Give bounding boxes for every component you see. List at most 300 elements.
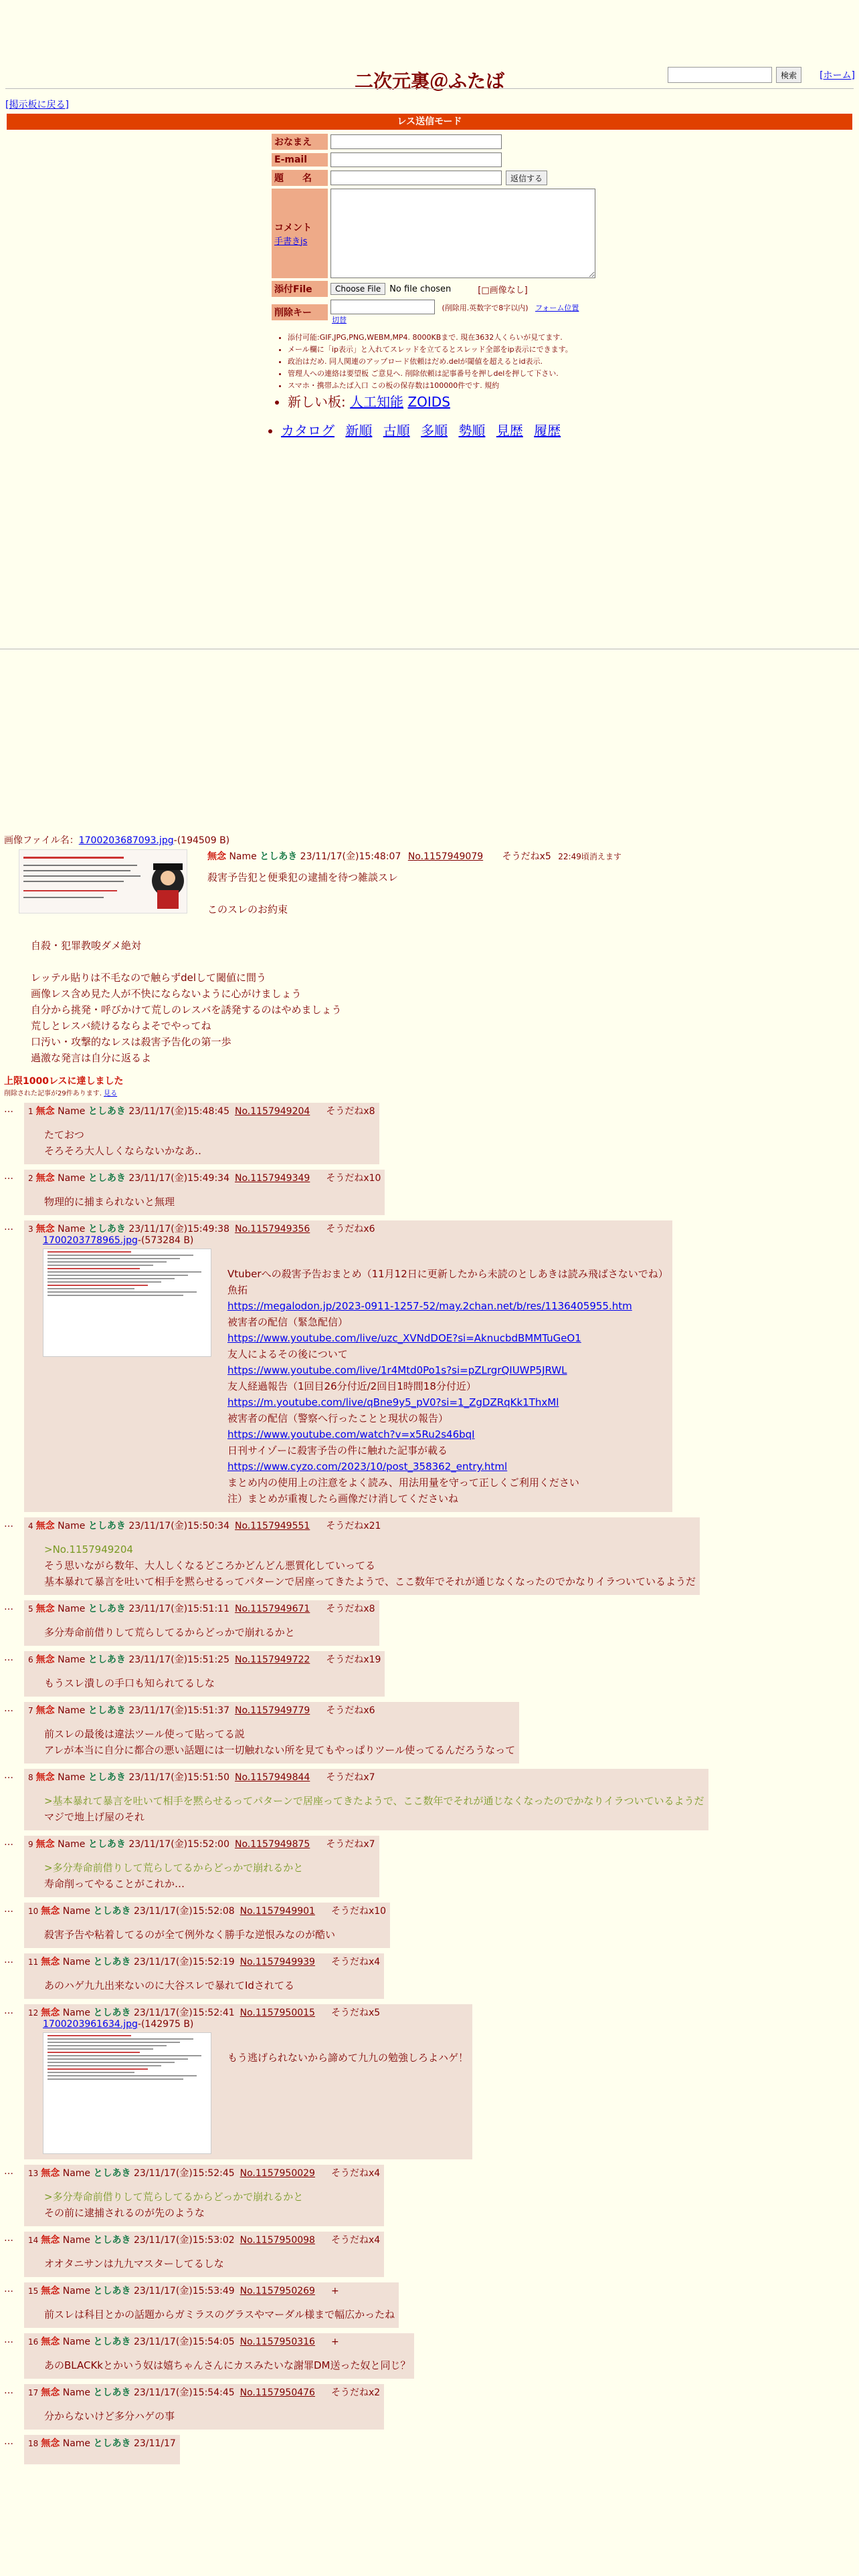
reply-marker: … [4, 1104, 13, 1115]
sodane-button[interactable]: そうだねx4 [330, 1957, 381, 1967]
reply-subject: 無念 [35, 1839, 55, 1850]
reply-body [44, 2408, 380, 2424]
note-item: • メール欄に「ip表示」と入れてスレッドを立てるとスレッド全部をip表示にできます。 [288, 344, 622, 356]
reply-number[interactable]: No.1157950098 [240, 2235, 315, 2246]
reply-post [24, 1769, 708, 1830]
choose-file-button[interactable]: Choose File [330, 283, 385, 295]
reply-body [44, 1927, 386, 1943]
op-body-line [31, 954, 855, 970]
new-board-item [288, 396, 622, 408]
reply-header [28, 1602, 375, 1615]
reply-content [28, 1246, 668, 1507]
no-image-checkbox[interactable]: [□画像なし] [478, 285, 528, 296]
op-body-line [31, 922, 855, 938]
reply-marker: … [4, 2233, 13, 2244]
reply-name-prefix: Name [62, 2008, 91, 2018]
reply-name-prefix: Name [58, 1521, 86, 1531]
thumbnail-text-line [47, 1291, 197, 1293]
reply-marker: … [4, 1837, 13, 1848]
reply-text-line: 友人によるその後について [227, 1348, 348, 1360]
delete-key-note: (削除用.英数字で8字以内) [442, 303, 529, 312]
sodane-button[interactable]: そうだねx7 [326, 1772, 375, 1783]
reply-name-prefix: Name [58, 1839, 86, 1850]
op-post [4, 849, 855, 918]
reply-date: 23/11/17(金)15:53:49 [133, 2286, 235, 2296]
reply-subject: 無念 [41, 2008, 60, 2018]
reply-post [24, 1600, 379, 1646]
thumbnail-text-line [47, 1268, 140, 1269]
reply-index: 6 [28, 1655, 33, 1665]
reply-name: としあき [88, 1224, 126, 1235]
reply-row [4, 1103, 855, 1164]
thumbnail-text-line [47, 1271, 201, 1273]
post-form [272, 134, 622, 453]
reply-post [24, 1953, 384, 1999]
thumbnail-text-line [47, 1251, 131, 1253]
reply-header [28, 1104, 375, 1117]
thumbnail-text-line [47, 2062, 175, 2063]
reply-body [44, 2357, 410, 2373]
reply-index: 4 [28, 1521, 33, 1531]
reply-name-prefix: Name [58, 1654, 86, 1665]
reply-quote: >基本暴れて暴言を吐いて相手を黙らせるってパターンで居座ってきたようで、ここ数年でそれが通じなくなったのでかなりイラついているようだ [44, 1795, 704, 1807]
note-item: • 政治はだめ. 同人関連のアップロード依頼はだめ.delが閾値を超えるとid表示. [288, 356, 622, 368]
thumbnail-text-line [47, 2048, 153, 2050]
reply-file-size: -(573284 B) [137, 1235, 194, 1246]
thumbnail-text-line [47, 1275, 188, 1276]
home-link[interactable]: [ホーム] [820, 70, 855, 81]
thumbnail-text-line [47, 2055, 201, 2056]
reply-subject: 無念 [41, 2168, 60, 2179]
reply-row [4, 1836, 855, 1897]
reply-body [44, 2256, 380, 2272]
reply-link[interactable]: https://www.youtube.com/watch?v=x5Ru2s46bqI [227, 1428, 475, 1440]
reply-text-line: そろそろ大人しくならないかなあ‥ [44, 1145, 202, 1157]
reply-body [44, 1127, 375, 1159]
reply-number[interactable]: No.1157950269 [240, 2286, 315, 2296]
reply-mode-bar: レス送信モード [7, 114, 852, 130]
reply-number[interactable]: No.1157950029 [240, 2168, 315, 2179]
reply-text-line: その前に逮捕されるのが先のような [44, 2207, 205, 2219]
reply-name-prefix: Name [58, 1173, 86, 1184]
reply-marker: … [4, 1519, 13, 1529]
reply-number[interactable]: No.1157949939 [240, 1957, 315, 1967]
reply-header [28, 1703, 515, 1717]
form-position-link[interactable]: フォーム位置 [535, 303, 579, 312]
reply-index: 13 [28, 2169, 39, 2178]
email-label: E-mail [272, 153, 328, 167]
reply-index: 8 [28, 1773, 33, 1782]
sodane-button[interactable]: そうだねx5 [330, 2008, 381, 2018]
divider [5, 88, 854, 89]
reply-subject: 無念 [41, 2337, 60, 2347]
reply-name: としあき [93, 1957, 131, 1967]
reply-name: としあき [93, 2168, 131, 2179]
reply-number[interactable]: No.1157949204 [235, 1106, 310, 1117]
reply-number[interactable]: No.1157949875 [235, 1839, 310, 1850]
reply-header [28, 1955, 380, 1968]
reply-number[interactable]: No.1157949844 [235, 1772, 310, 1783]
thumbnail-text-line [47, 2052, 140, 2053]
reply-row [4, 1903, 855, 1948]
reply-subject: 無念 [41, 1957, 60, 1967]
reply-header [28, 2006, 468, 2019]
reply-subject: 無念 [41, 2235, 60, 2246]
reply-text-line: 基本暴れて暴言を吐いて相手を黙らせるってパターンで居座ってきたようで、ここ数年でそれが通じなくなったのでかなりイラついているようだ [44, 1576, 696, 1588]
thumbnail-text-line [47, 1255, 193, 1256]
reply-file-info [43, 2019, 468, 2030]
sodane-button[interactable]: そうだねx6 [326, 1224, 375, 1235]
delete-key-label: 削除キー [272, 304, 328, 320]
reply-marker: … [4, 2436, 13, 2447]
reply-row [4, 2435, 855, 2464]
top-bar [0, 0, 859, 94]
sodane-button[interactable]: そうだねx19 [326, 1654, 381, 1665]
sodane-button[interactable]: そうだねx4 [330, 2235, 381, 2246]
sodane-button[interactable]: + [330, 2286, 339, 2296]
subject-label: 題 名 [272, 170, 328, 186]
reply-date: 23/11/17(金)15:49:34 [128, 1173, 229, 1184]
reply-link[interactable]: https://m.youtube.com/live/qBne9y5_pV0?si=1_ZgDZRqKk1ThxMl [227, 1396, 559, 1408]
op-body-line: 荒しとレスバ続けるならよそでやってね [31, 1020, 211, 1032]
reply-date: 23/11/17(金)15:51:25 [128, 1654, 229, 1665]
reply-name: としあき [88, 1521, 126, 1531]
reply-link[interactable]: https://www.youtube.com/live/1r4Mtd0Po1s?si=pZLrgrQIUWP5JRWL [227, 1364, 567, 1376]
reply-post [24, 2333, 414, 2379]
sodane-button[interactable]: そうだねx21 [326, 1521, 381, 1531]
reply-marker: … [4, 1602, 13, 1612]
reply-post [24, 1103, 379, 1164]
reply-subject: 無念 [41, 2286, 60, 2296]
reply-date: 23/11/17(金)15:52:45 [133, 2168, 235, 2179]
reply-name: としあき [93, 1906, 131, 1917]
reply-index: 3 [28, 1224, 33, 1234]
reply-number[interactable]: No.1157949356 [235, 1224, 310, 1235]
reply-row [4, 1517, 855, 1595]
replies [4, 1103, 855, 2464]
reply-text-line: あのハゲ九九出来ないのに大谷スレで暴れてIdされてる [44, 1979, 294, 1992]
subject-field[interactable] [330, 171, 502, 185]
sodane-button[interactable]: そうだねx2 [330, 2387, 381, 2398]
search-input[interactable] [668, 67, 772, 83]
reply-subject: 無念 [35, 1604, 55, 1614]
comment-field[interactable] [330, 189, 595, 278]
reply-text-line: もうスレ潰しの手口も知られてるしな [44, 1677, 215, 1689]
email-field[interactable] [330, 152, 502, 167]
sodane-button[interactable]: + [330, 2337, 339, 2347]
reply-date: 23/11/17(金)15:52:19 [133, 1957, 235, 1967]
reply-text-line: 被害者の配信（緊急配信） [227, 1316, 349, 1328]
toggle-link[interactable]: 切替 [332, 316, 347, 324]
reply-name-prefix: Name [62, 1906, 91, 1917]
reply-index: 18 [28, 2439, 39, 2448]
sodane-button[interactable]: そうだねx4 [330, 2168, 381, 2179]
thumbnail-text-line [47, 1285, 148, 1286]
reply-text-line: もう逃げられないから諦めて九九の勉強しろよハゲ！ [227, 2052, 469, 2064]
reply-row [4, 1600, 855, 1646]
reply-header [28, 2166, 380, 2179]
search-box [668, 67, 801, 83]
sort-momentum-link[interactable]: 勢順 [458, 423, 486, 439]
sodane-button[interactable]: そうだねx8 [326, 1604, 375, 1614]
reply-link[interactable]: https://www.cyzo.com/2023/10/post_358362_entry.html [227, 1461, 508, 1473]
reply-post [24, 2165, 384, 2226]
thumbnail-text-line [47, 1265, 153, 1266]
reply-header [28, 1519, 696, 1532]
sort-old-link[interactable]: 古順 [383, 423, 410, 439]
reply-name-prefix: Name [62, 2387, 91, 2398]
thread [4, 833, 855, 2464]
op-thumbnail[interactable] [19, 849, 187, 914]
op-delete-info: 22:49頃消えます [558, 852, 622, 861]
reply-row [4, 1953, 855, 1999]
op-date: 23/11/17(金)15:48:07 [300, 851, 401, 862]
thumbnail-text-line [47, 2038, 193, 2040]
reply-text-line: 前スレの最後は違法ツール使って貼ってる説 [44, 1728, 245, 1740]
thumbnail-text-line [47, 2068, 148, 2070]
reply-subject: 無念 [35, 1772, 55, 1783]
reply-row [4, 2165, 855, 2226]
note-item: • 管理人への連絡は要望板 ご意見へ. 削除依頼は記事番号を押しdelを押して下さい. [288, 368, 622, 380]
reply-header [28, 1837, 375, 1850]
reply-text-line: 日刊サイゾーに殺害予告の件に触れた記事が載る [227, 1444, 448, 1457]
reply-number[interactable]: No.1157950476 [240, 2387, 315, 2398]
reply-marker: … [4, 1222, 13, 1232]
reply-header [28, 1652, 381, 1666]
reply-name-prefix: Name [58, 1224, 86, 1235]
reply-name: としあき [88, 1839, 126, 1850]
thumbnail-text-line [47, 2075, 197, 2076]
reply-index: 1 [28, 1107, 33, 1116]
reply-name: としあき [93, 2438, 131, 2449]
new-board-link-ai[interactable]: 人工知能 [350, 394, 404, 410]
reply-quote: >No.1157949204 [44, 1543, 133, 1555]
file-label: 添付File [272, 281, 328, 297]
reply-header [28, 2233, 380, 2246]
reply-post [24, 1903, 390, 1948]
reply-row [4, 1651, 855, 1697]
reply-text-line: 魚拓 [227, 1284, 248, 1296]
reply-date: 23/11/17(金)15:49:38 [128, 1224, 229, 1235]
new-board-link-zoids[interactable]: ZOIDS [407, 394, 450, 410]
reply-name: としあき [93, 2286, 131, 2296]
reply-number[interactable]: No.1157949779 [235, 1705, 310, 1716]
history-link[interactable]: 履歴 [534, 423, 561, 439]
reply-index: 15 [28, 2286, 39, 2296]
reply-date: 23/11/17(金)15:51:37 [128, 1705, 229, 1716]
reply-header [28, 1222, 668, 1235]
sodane-button[interactable]: そうだねx7 [326, 1839, 375, 1850]
reply-name-prefix: Name [62, 2168, 91, 2179]
notes-list [278, 332, 622, 408]
new-board-label: 新しい板: [288, 394, 346, 410]
reply-number[interactable]: No.1157949349 [235, 1173, 310, 1184]
reply-text-line: 前スレは科目とかの話題からガミラスのグラスやマーダル様まで幅広かったね [44, 2309, 395, 2321]
op-name-prefix: Name [229, 851, 257, 862]
reply-text-line: そう思いながら数年、大人しくなるどころかどんどん悪質化していってる [44, 1560, 376, 1572]
reply-marker: … [4, 2284, 13, 2294]
no-file-text: No file chosen [389, 284, 452, 294]
op-text-line [207, 885, 622, 901]
op-body-line: 口汚い・攻撃的なレスは殺害予告化の第一歩 [31, 1036, 231, 1048]
reply-header [28, 2284, 395, 2297]
comment-label [272, 189, 328, 278]
reply-name-prefix: Name [58, 1106, 86, 1117]
reply-post [24, 2004, 472, 2159]
op-body-line: 画像レス含め見た人が不快にならないように心がけましょう [31, 988, 302, 1000]
reply-marker: … [4, 2335, 13, 2345]
reply-name-prefix: Name [62, 2286, 91, 2296]
reply-subject: 無念 [35, 1654, 55, 1665]
note-item: • スマホ・携帯ふたば入口 この板の保存数は100000件です. 規約 [288, 380, 622, 392]
reply-content [28, 2030, 468, 2154]
reply-text-line: アレが本当に自分に都合の悪い話題には一切触れない所を見てもやっぱりツール使ってるんだろうなって [44, 1744, 516, 1756]
reply-date: 23/11/17(金)15:50:34 [128, 1521, 229, 1531]
reply-row [4, 2333, 855, 2379]
reply-name: としあき [88, 1106, 126, 1117]
reply-row [4, 1220, 855, 1512]
catalog-link-row [281, 420, 622, 439]
reply-text-line: 殺害予告や粘着してるのが全て例外なく勝手な逆恨みなのが酷い [44, 1929, 336, 1941]
reply-date: 23/11/17(金)15:54:05 [133, 2337, 235, 2347]
reply-subject: 無念 [35, 1705, 55, 1716]
op-file-link[interactable]: 1700203687093.jpg [78, 835, 174, 846]
reply-subject: 無念 [41, 1906, 60, 1917]
reply-text-line: 多分寿命前借りして荒らしてるからどっかで崩れるかと [44, 1626, 295, 1638]
reply-date: 23/11/17(金)15:52:41 [133, 2008, 235, 2018]
sort-many-link[interactable]: 多順 [421, 423, 448, 439]
reply-subject: 無念 [35, 1224, 55, 1235]
reply-marker: … [4, 1770, 13, 1781]
reply-header [28, 2385, 380, 2399]
reply-date: 23/11/17(金)15:54:45 [133, 2387, 235, 2398]
reply-text-line: 友人経過報告（1回目26分付近/2回目1時間18分付近） [227, 1380, 476, 1392]
reply-index: 10 [28, 1907, 39, 1916]
catalog-link[interactable]: カタログ [281, 423, 335, 439]
reply-link[interactable]: https://megalodon.jp/2023-0911-1257-52/may.2chan.net/b/res/1136405955.htm [227, 1300, 632, 1312]
reply-name: としあき [93, 2008, 131, 2018]
reply-name-prefix: Name [62, 2337, 91, 2347]
note-item: • 添付可能:GIF,JPG,PNG,WEBM,MP4. 8000KBまで. 現在3632人くらいが見てます. [288, 332, 622, 344]
reply-text-line: Vtuberへの殺害予告おまとめ（11月12日に更新したから未読のとしあきは読み飛ばさないでね） [227, 1268, 668, 1280]
op-body [31, 922, 855, 1066]
reply-name-prefix: Name [62, 2235, 91, 2246]
submit-button[interactable]: 返信する [506, 171, 547, 185]
reply-name: としあき [88, 1173, 126, 1184]
reply-thumbnail[interactable] [43, 2032, 211, 2154]
op-number[interactable]: No.1157949079 [407, 851, 484, 862]
reply-file-link[interactable]: 1700203961634.jpg [43, 2019, 138, 2030]
reply-row [4, 2004, 855, 2159]
reply-name-prefix: Name [62, 2438, 91, 2449]
reply-marker: … [4, 2385, 13, 2396]
reply-post [24, 1170, 385, 1215]
reply-post [24, 1220, 672, 1512]
op-subject: 無念 [207, 851, 226, 862]
reply-name: としあき [93, 2387, 131, 2398]
reply-quote: >多分寿命前借りして荒らしてるからどっかで崩れるかと [44, 2191, 304, 2203]
reply-name: としあき [93, 2337, 131, 2347]
reply-body [44, 1624, 375, 1640]
reply-file-link[interactable]: 1700203778965.jpg [43, 1235, 138, 1246]
reply-date: 23/11/17(金)15:53:02 [133, 2235, 235, 2246]
reply-header [28, 1904, 386, 1917]
reply-row [4, 2232, 855, 2277]
reply-header [28, 1770, 704, 1784]
reply-body [227, 2050, 468, 2154]
reply-date: 23/11/17(金)15:51:50 [128, 1772, 229, 1783]
reply-header [28, 1171, 381, 1184]
handwrite-link[interactable]: 手書きjs [274, 236, 308, 247]
reply-link[interactable]: https://www.youtube.com/live/uzc_XVNdDOE?si=AknucbdBMMTuGeO1 [227, 1332, 581, 1344]
search-button[interactable]: 検索 [776, 67, 801, 83]
op-name: としあき [260, 851, 298, 862]
reply-number[interactable]: No.1157949901 [240, 1906, 315, 1917]
reply-body [44, 2189, 380, 2221]
reply-body [44, 1977, 380, 1994]
reply-post [24, 1517, 700, 1595]
sodane-button[interactable]: そうだねx6 [326, 1705, 375, 1716]
reply-name: としあき [88, 1604, 126, 1614]
sodane-button[interactable]: そうだねx10 [330, 1906, 387, 1917]
reply-text-line: 分からないけど多分ハゲの事 [44, 2410, 175, 2422]
reply-name-prefix: Name [58, 1705, 86, 1716]
reply-date: 23/11/17(金)15:52:00 [128, 1839, 229, 1850]
sort-new-link[interactable]: 新順 [345, 423, 373, 439]
reply-post [24, 1702, 519, 1763]
reply-number[interactable]: No.1157949671 [235, 1604, 310, 1614]
reply-thumbnail[interactable] [43, 1249, 211, 1357]
thumbnail-text-line [47, 2042, 180, 2043]
delete-key-field[interactable] [330, 300, 435, 314]
op-sodane[interactable]: そうだねx5 [502, 851, 551, 862]
reply-index: 12 [28, 2008, 39, 2018]
op-body-line: 自分から挑発・呼びかけて荒しのレスバを誘発するのはやめましょう [31, 1004, 342, 1016]
reply-subject: 無念 [41, 2387, 60, 2398]
reply-number[interactable]: No.1157950316 [240, 2337, 315, 2347]
viewed-history-link[interactable]: 見歴 [496, 423, 523, 439]
reply-marker: … [4, 1171, 13, 1182]
sodane-button[interactable]: そうだねx10 [326, 1173, 381, 1184]
reply-text-line: 注）まとめが重複したら画像だけ消してくださいね [227, 1493, 459, 1505]
reply-date: 23/11/17(金)15:48:45 [128, 1106, 229, 1117]
sodane-button[interactable]: そうだねx8 [326, 1106, 375, 1117]
reply-index: 11 [28, 1957, 39, 1967]
thumbnail-text-line [47, 1278, 175, 1279]
reply-number[interactable]: No.1157949551 [235, 1521, 310, 1531]
name-field[interactable] [330, 134, 502, 149]
reply-body [44, 1541, 696, 1590]
op-body-line: レッテル貼りは不毛なので触らずdelして閾値に間う [31, 972, 267, 984]
op-file-size: -(194509 B) [173, 835, 230, 846]
name-label: おなまえ [272, 134, 328, 150]
reply-row [4, 1702, 855, 1763]
reply-number[interactable]: No.1157949722 [235, 1654, 310, 1665]
back-to-board-link[interactable]: [掲示板に戻る] [5, 100, 69, 110]
op-body-line: 過激な発言は自分に返るよ [31, 1052, 152, 1064]
reply-number[interactable]: No.1157950015 [240, 2008, 315, 2018]
reply-post [24, 2232, 384, 2277]
reply-header [28, 2436, 176, 2450]
reply-subject: 無念 [35, 1521, 55, 1531]
reply-body [44, 1675, 381, 1691]
show-deleted-link[interactable]: 見る [104, 1090, 118, 1097]
reply-body [44, 1726, 515, 1758]
reply-marker: … [4, 1904, 13, 1915]
op-text [207, 869, 622, 918]
reply-body [44, 1793, 704, 1825]
reply-marker: … [4, 2166, 13, 2177]
